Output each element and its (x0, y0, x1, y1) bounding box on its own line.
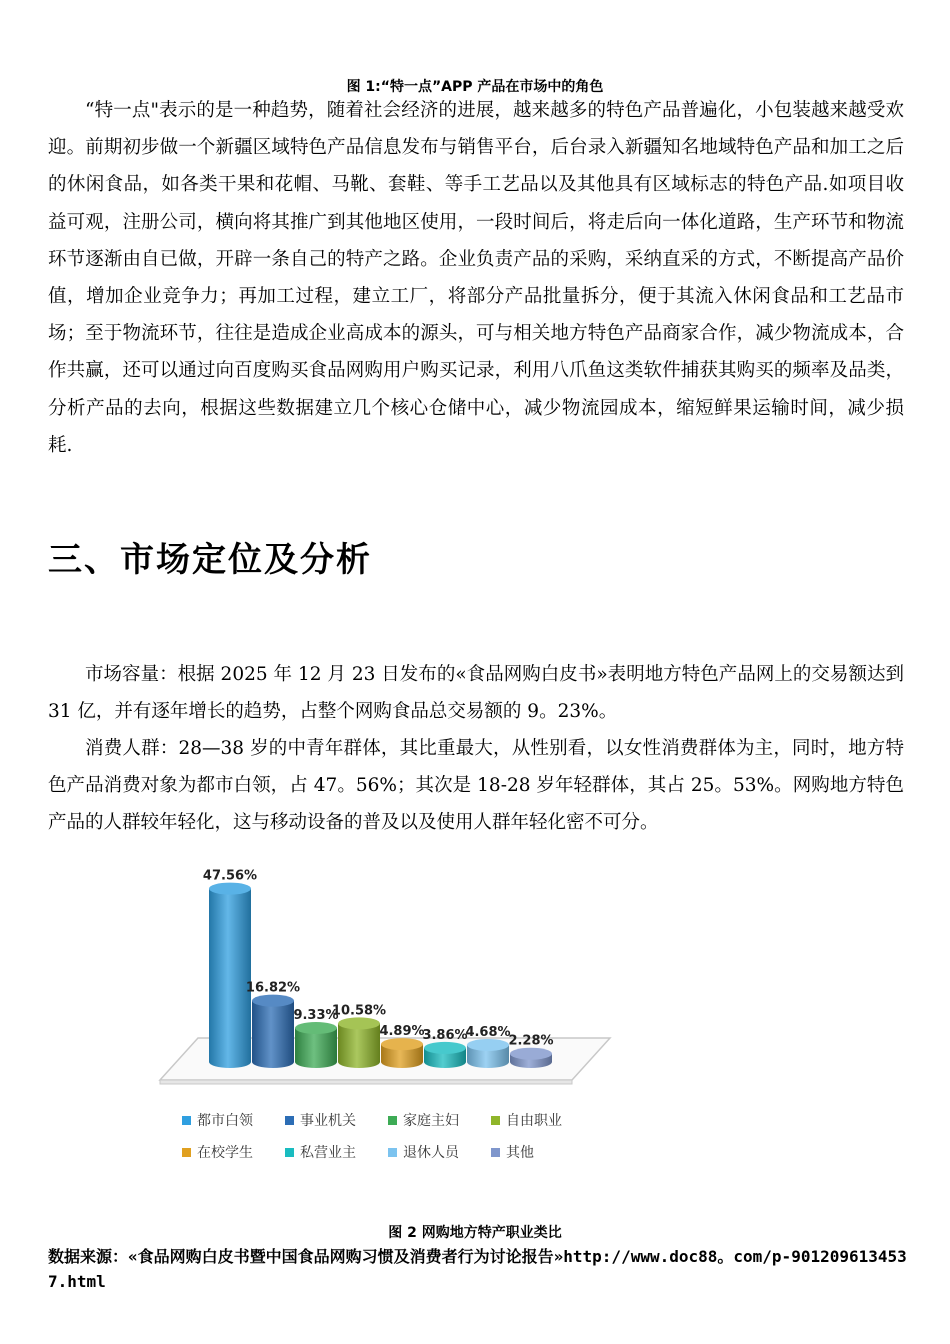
legend-label: 在校学生 (197, 1145, 253, 1161)
bar-value-label: 16.82% (245, 980, 301, 996)
body-paragraph-1: “特一点"表示的是一种趋势，随着社会经济的进展，越来越多的特色产品普遍化，小包装越来越受欢迎。前期初步做一个新疆区域特色产品信息发布与销售平台，后台录入新疆知名地域特色产品和加工之后的休闲食品，如各类干果和花帽、马靴、套鞋、等手工艺品以及其他具有区域标志的特色产品.如项目收益可观，注册公司，横向将其推广到其他地区使用，一段时间后，将走后向一体化道路，生产环节和物流环节逐渐由自已做，开辟一条自己的特产之路。企业负责产品的采购，采纳直采的方式，不断提高产品价值，增加企业竞争力；再加工过程，建立工厂，将部分产品批量拆分，便于其流入休闲食品和工艺品市场；至于物流环节，往往是造成企业高成本的源头，可与相关地方特色产品商家合作，减少物流成本，合作共赢，还可以通过向百度购买食品网购用户购买记录，利用八爪鱼这类软件捕获其购买的频率及品类，分析产品的去向，根据这些数据建立几个核心仓储中心，减少物流园成本，缩短鲜果运输时间，减少损耗. (48, 100, 904, 456)
legend-label: 私营业主 (300, 1145, 356, 1161)
legend-item (491, 1113, 562, 1129)
legend-item (285, 1144, 356, 1161)
legend-item (491, 1145, 534, 1161)
legend-label: 事业机关 (300, 1113, 356, 1129)
bar-value-label: 10.58% (331, 1003, 387, 1019)
bar-value-label: 4.89% (379, 1024, 425, 1040)
legend-label: 退休人员 (403, 1145, 459, 1161)
chart-bar (209, 883, 251, 1068)
legend-swatch (182, 1116, 191, 1125)
legend-label: 其他 (506, 1145, 534, 1161)
chart-bar (381, 1038, 423, 1068)
legend-label: 自由职业 (506, 1113, 562, 1129)
chart-bar (338, 1017, 380, 1068)
bar-value-label: 47.56% (202, 868, 258, 884)
body-paragraph-market-size: 市场容量：根据 2025 年 12 月 23 日发布的«食品网购白皮书»表明地方特色产品网上的交易额达到 31 亿，并有逐年增长的趋势，占整个网购食品总交易额的 9。23%。 (48, 664, 904, 723)
legend-label: 都市白领 (197, 1113, 253, 1129)
figure-1-caption: 图 1:“特一点”APP 产品在市场中的角色 (346, 79, 604, 95)
chart-bar (295, 1022, 337, 1068)
chart-floor-edge (160, 1080, 572, 1084)
bar-value-label: 4.68% (465, 1024, 511, 1040)
chart-bar (252, 995, 294, 1068)
legend-item (388, 1145, 460, 1161)
legend-swatch (491, 1116, 500, 1125)
bar-value-label: 3.86% (422, 1027, 468, 1043)
figure-2-caption: 图 2 网购地方特产职业类比 (388, 1225, 562, 1241)
occupation-bar-chart (150, 862, 620, 1182)
legend-swatch (388, 1148, 397, 1157)
legend-label: 家庭主妇 (403, 1113, 459, 1129)
chart-bar (424, 1042, 466, 1068)
legend-swatch (285, 1148, 294, 1157)
legend-swatch (388, 1116, 397, 1125)
bar-value-label: 9.33% (293, 1007, 339, 1023)
section-heading: 三、市场定位及分析 (48, 540, 372, 580)
legend-swatch (491, 1148, 500, 1157)
bar-value-label: 2.28% (508, 1033, 554, 1049)
legend-item (388, 1113, 459, 1129)
legend-swatch (285, 1116, 294, 1125)
body-paragraph-consumers: 消费人群：28—38 岁的中青年群体，其比重最大，从性别看，以女性消费群体为主，同时，地方特色产品消费对象为都市白领，占 47。56%；其次是 18-28 岁年轻群体，其占 25。53%。网购地方特色产品的人群较年轻化，这与移动设备的普及以及使用人群年轻化密不可分。 (48, 738, 904, 834)
legend-item (285, 1112, 356, 1129)
data-source-note: 数据来源：«食品网购白皮书暨中国食品网购习惯及消费者行为讨论报告»http://www.doc88。com/p-9012096134537.html (48, 1247, 907, 1291)
chart-bar (510, 1048, 552, 1068)
legend-swatch (182, 1148, 191, 1157)
legend-item (182, 1144, 253, 1161)
chart-bar (467, 1039, 509, 1068)
legend-item (182, 1112, 254, 1129)
